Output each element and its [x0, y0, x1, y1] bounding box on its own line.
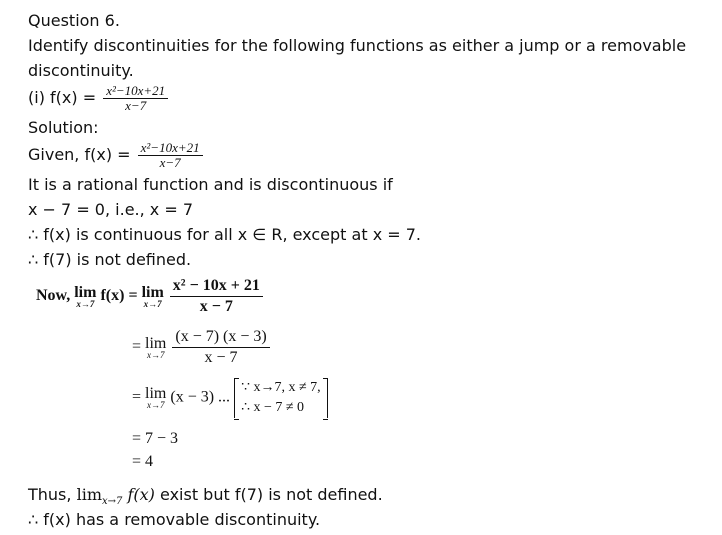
question-text-cont: discontinuity. — [28, 61, 134, 80]
limit-operator-step3: lim x→7 — [145, 385, 167, 410]
question-text: Identify discontinuities for the following functions as either a jump or a removable — [28, 36, 687, 55]
given-denominator: x−7 — [159, 155, 181, 170]
undefined-text: ∴ f(7) is not defined. — [28, 250, 192, 269]
now-label: Now, — [36, 287, 71, 305]
given-fraction — [138, 141, 203, 170]
derivation-step5: = 4 — [132, 453, 154, 470]
part-i-line — [28, 84, 170, 113]
given-line — [28, 141, 205, 170]
given-numerator: x²−10x+21 — [138, 141, 203, 156]
thus-pre: Thus, — [28, 485, 72, 504]
rational-text: It is a rational function and is discontinuous if — [28, 175, 393, 194]
condition-bracket: ∵ x→7, x ≠ 7, ∴ x − 7 ≠ 0 — [234, 378, 328, 418]
function-fraction — [103, 84, 168, 113]
fraction-denominator: x−7 — [125, 98, 147, 113]
derivation-step3: = lim x→7 (x − 3) ... ∵ x→7, x ≠ 7, ∴ x − 7 ≠ 0 — [132, 378, 328, 418]
limit-operator: lim x→7 — [74, 283, 97, 309]
derivation-step2: = lim x→7 $\frac{(x - 7) (x - 3)}{x - 7}$ — [132, 327, 272, 368]
given-label: Given, f(x) = — [28, 145, 131, 164]
solution-label: Solution: — [28, 118, 99, 137]
step3-expression: (x − 3) ... — [170, 388, 231, 406]
step2-fraction: $\frac{(x - 7) (x - 3)}{x - 7}$ — [172, 327, 269, 368]
part-label: (i) f(x) = — [28, 88, 97, 107]
derivation-step1: Now, lim x→7 f(x) = lim x→7 $\frac{\text{x² − 10x + 21}}{x - 7}$ — [36, 276, 265, 317]
thus-post: exist but f(7) is not defined. — [160, 485, 383, 504]
limit-operator-step2: lim x→7 — [145, 334, 167, 360]
thus-fx: f(x) — [127, 485, 155, 504]
continuous-text: ∴ f(x) is continuous for all x ∈ R, except at x = 7. — [28, 225, 421, 244]
fx-expression: f(x) — [100, 287, 125, 305]
thus-line — [28, 485, 383, 512]
condition-text: x − 7 = 0, i.e., x = 7 — [28, 200, 194, 219]
fraction-numerator: x²−10x+21 — [103, 84, 168, 99]
question-title: Question 6. — [28, 11, 120, 30]
step1-fraction: $\frac{\text{x² − 10x + 21}}{x - 7}$ — [170, 276, 263, 317]
thus-limit: $\lim_{x\to 7}$ — [76, 485, 123, 508]
conclusion-text: ∴ f(x) has a removable discontinuity. — [28, 510, 321, 529]
limit-operator-rhs: lim x→7 — [141, 283, 164, 309]
derivation-step4: = 7 − 3 — [132, 430, 179, 447]
